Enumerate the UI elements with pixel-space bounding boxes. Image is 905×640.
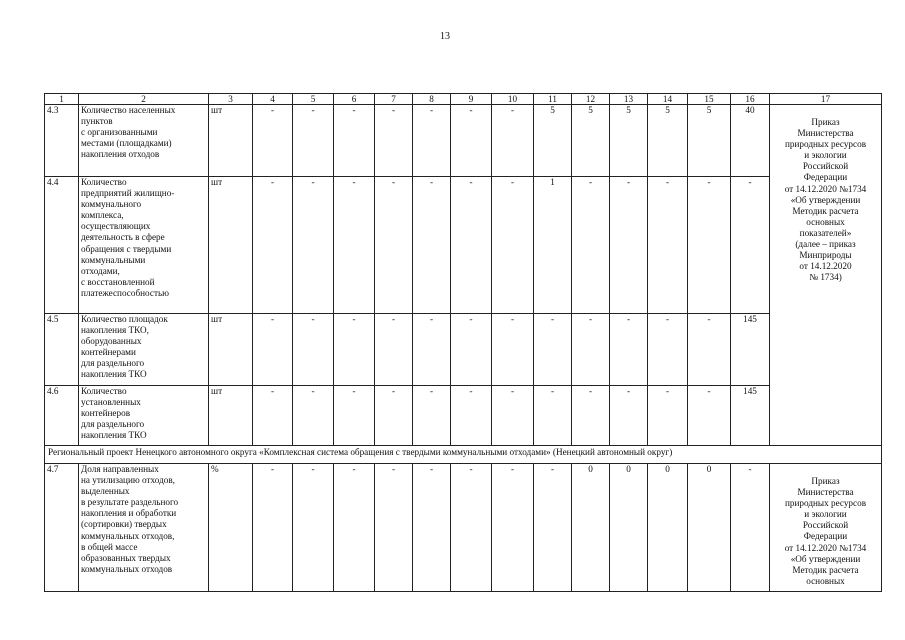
value-cell: -: [572, 177, 610, 314]
indicator-name: Доля направленных на утилизацию отходов, выделенных в результате раздельного накопления и обработки (сортировки) твердых коммунальных отходов, в общей массе образованных твердых коммунальных отходов: [79, 464, 209, 592]
value-cell: -: [731, 464, 770, 592]
value-cell: 5: [648, 105, 688, 177]
value-cell: 145: [731, 314, 770, 386]
value-cell: 145: [731, 386, 770, 446]
indicator-name: Количество площадок накопления ТКО, оборудованных контейнерами для раздельного накопления ТКО: [79, 314, 209, 386]
value-cell: -: [375, 105, 413, 177]
value-cell: 0: [572, 464, 610, 592]
value-cell: 1: [534, 177, 572, 314]
table-row: [45, 105, 882, 177]
value-cell: -: [293, 386, 334, 446]
value-cell: -: [688, 177, 731, 314]
value-cell: -: [648, 314, 688, 386]
unit: %: [209, 464, 253, 592]
value-cell: -: [688, 386, 731, 446]
value-cell: -: [293, 177, 334, 314]
value-cell: -: [413, 177, 451, 314]
value-cell: -: [334, 464, 375, 592]
row-number: 4.6: [45, 386, 79, 446]
column-header: 14: [648, 94, 688, 105]
value-cell: -: [688, 314, 731, 386]
value-cell: -: [293, 314, 334, 386]
value-cell: -: [648, 177, 688, 314]
column-header: 4: [253, 94, 293, 105]
value-cell: -: [492, 386, 534, 446]
indicator-name: Количество населенных пунктов с организованными местами (площадками) накопления отходов: [79, 105, 209, 177]
column-header: 1: [45, 94, 79, 105]
column-header: 13: [610, 94, 648, 105]
column-header: 2: [79, 94, 209, 105]
column-header: 8: [413, 94, 451, 105]
column-header: 11: [534, 94, 572, 105]
value-cell: -: [253, 314, 293, 386]
value-cell: -: [534, 314, 572, 386]
value-cell: -: [610, 314, 648, 386]
value-cell: 0: [610, 464, 648, 592]
value-cell: -: [413, 386, 451, 446]
value-cell: -: [253, 177, 293, 314]
indicator-name: Количество установленных контейнеров для раздельного накопления ТКО: [79, 386, 209, 446]
value-cell: -: [375, 464, 413, 592]
row-number: 4.4: [45, 177, 79, 314]
section-row: [45, 446, 882, 464]
table-row: [45, 464, 882, 592]
value-cell: -: [413, 464, 451, 592]
column-header: 6: [334, 94, 375, 105]
column-header: 15: [688, 94, 731, 105]
section-title: Региональный проект Ненецкого автономного округа «Комплексная система обращения с твердыми коммунальными отходами» (Ненецкий автономный округ): [45, 446, 882, 464]
header-row: [45, 94, 882, 105]
column-header: 9: [451, 94, 492, 105]
value-cell: -: [451, 464, 492, 592]
value-cell: -: [451, 177, 492, 314]
row-number: 4.7: [45, 464, 79, 592]
value-cell: -: [334, 314, 375, 386]
value-cell: -: [492, 177, 534, 314]
value-cell: -: [731, 177, 770, 314]
row-number: 4.3: [45, 105, 79, 177]
value-cell: -: [610, 177, 648, 314]
value-cell: -: [610, 386, 648, 446]
column-header: 5: [293, 94, 334, 105]
value-cell: 5: [572, 105, 610, 177]
column-header: 12: [572, 94, 610, 105]
row-number: 4.5: [45, 314, 79, 386]
value-cell: -: [334, 386, 375, 446]
indicators-table: [44, 93, 882, 592]
value-cell: -: [253, 464, 293, 592]
value-cell: -: [253, 386, 293, 446]
unit: шт: [209, 105, 253, 177]
value-cell: 0: [648, 464, 688, 592]
value-cell: 40: [731, 105, 770, 177]
column-header: 7: [375, 94, 413, 105]
value-cell: -: [648, 386, 688, 446]
unit: шт: [209, 177, 253, 314]
indicator-name: Количество предприятий жилищно- коммунального комплекса, осуществляющих деятельность в сфере обращения с твердыми коммунальными отходами, с восстановленной платежеспособностью: [79, 177, 209, 314]
value-cell: -: [534, 386, 572, 446]
value-cell: -: [492, 105, 534, 177]
value-cell: -: [572, 314, 610, 386]
value-cell: -: [413, 314, 451, 386]
value-cell: -: [334, 105, 375, 177]
value-cell: -: [375, 177, 413, 314]
page-number: 13: [440, 31, 450, 42]
value-cell: -: [293, 105, 334, 177]
value-cell: 5: [534, 105, 572, 177]
source-document: Приказ Министерства природных ресурсов и экологии Российской Федерации от 14.12.2020 №1734 «Об утверждении Методик расчета основных показателей» (далее – приказ Минприроды от 14.12.2020 № 1734): [770, 105, 882, 446]
value-cell: -: [253, 105, 293, 177]
value-cell: -: [293, 464, 334, 592]
value-cell: -: [375, 386, 413, 446]
value-cell: -: [451, 105, 492, 177]
source-document: Приказ Министерства природных ресурсов и экологии Российской Федерации от 14.12.2020 №1734 «Об утверждении Методик расчета основных: [770, 464, 882, 592]
value-cell: -: [492, 464, 534, 592]
value-cell: -: [451, 386, 492, 446]
table-row: [45, 386, 882, 446]
value-cell: -: [334, 177, 375, 314]
value-cell: 5: [610, 105, 648, 177]
value-cell: -: [492, 314, 534, 386]
table-row: [45, 314, 882, 386]
column-header: 17: [770, 94, 882, 105]
value-cell: -: [375, 314, 413, 386]
value-cell: -: [451, 314, 492, 386]
value-cell: -: [413, 105, 451, 177]
value-cell: -: [534, 464, 572, 592]
table-row: [45, 177, 882, 314]
unit: шт: [209, 314, 253, 386]
value-cell: 0: [688, 464, 731, 592]
column-header: 3: [209, 94, 253, 105]
column-header: 10: [492, 94, 534, 105]
column-header: 16: [731, 94, 770, 105]
unit: шт: [209, 386, 253, 446]
value-cell: -: [572, 386, 610, 446]
value-cell: 5: [688, 105, 731, 177]
